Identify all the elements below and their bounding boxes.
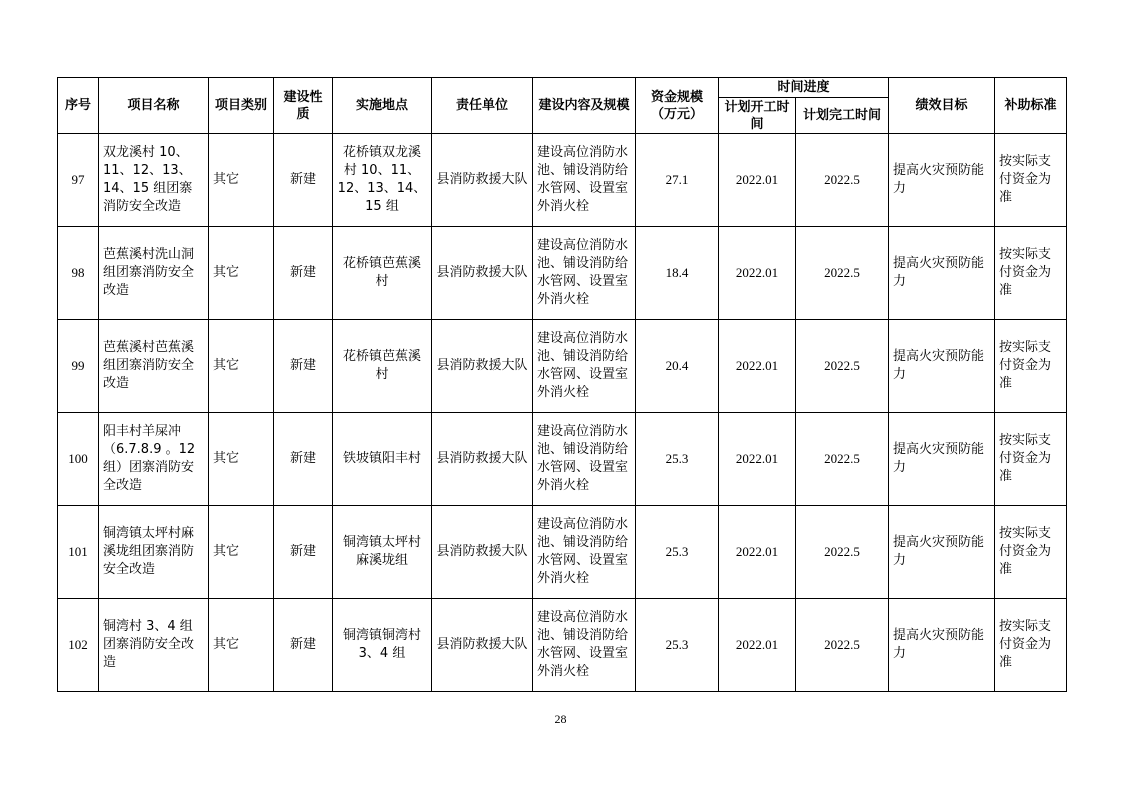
cell-nature: 新建: [274, 599, 333, 692]
table-row: [58, 227, 1067, 320]
cell-funds: 25.3: [636, 413, 719, 506]
cell-subsidy: 按实际支付资金为准: [995, 134, 1067, 227]
cell-subsidy: 按实际支付资金为准: [995, 506, 1067, 599]
cell-category: 其它: [209, 134, 274, 227]
cell-nature: 新建: [274, 413, 333, 506]
cell-location: 铜湾镇太坪村麻溪垅组: [333, 506, 432, 599]
cell-end: 2022.5: [796, 320, 889, 413]
cell-start: 2022.01: [719, 134, 796, 227]
cell-unit: 县消防救援大队: [432, 134, 533, 227]
cell-end: 2022.5: [796, 227, 889, 320]
header-schedule: 时间进度: [719, 78, 889, 98]
cell-goal: 提高火灾预防能力: [889, 413, 995, 506]
cell-category: 其它: [209, 599, 274, 692]
cell-seq: 102: [58, 599, 99, 692]
header-end: 计划完工时间: [796, 98, 889, 134]
header-category: 项目类别: [209, 78, 274, 134]
cell-seq: 98: [58, 227, 99, 320]
cell-location: 铜湾镇铜湾村 3、4 组: [333, 599, 432, 692]
cell-content: 建设高位消防水池、铺设消防给水管网、设置室外消火栓: [533, 320, 636, 413]
cell-end: 2022.5: [796, 599, 889, 692]
cell-start: 2022.01: [719, 413, 796, 506]
cell-name: 阳丰村羊屎冲（6.7.8.9 。12 组）团寨消防安全改造: [99, 413, 209, 506]
header-goal: 绩效目标: [889, 78, 995, 134]
header-funds: 资金规模（万元）: [636, 78, 719, 134]
cell-goal: 提高火灾预防能力: [889, 134, 995, 227]
cell-category: 其它: [209, 227, 274, 320]
header-seq: 序号: [58, 78, 99, 134]
cell-goal: 提高火灾预防能力: [889, 599, 995, 692]
cell-end: 2022.5: [796, 413, 889, 506]
cell-seq: 100: [58, 413, 99, 506]
cell-category: 其它: [209, 506, 274, 599]
cell-unit: 县消防救援大队: [432, 599, 533, 692]
cell-seq: 99: [58, 320, 99, 413]
cell-location: 花桥镇双龙溪村 10、11、12、13、14、15 组: [333, 134, 432, 227]
cell-unit: 县消防救援大队: [432, 506, 533, 599]
cell-category: 其它: [209, 413, 274, 506]
cell-seq: 101: [58, 506, 99, 599]
header-location: 实施地点: [333, 78, 432, 134]
header-content: 建设内容及规模: [533, 78, 636, 134]
cell-funds: 25.3: [636, 506, 719, 599]
page-number: 28: [554, 712, 567, 726]
cell-unit: 县消防救援大队: [432, 413, 533, 506]
cell-name: 芭蕉溪村洗山洞组团寨消防安全改造: [99, 227, 209, 320]
cell-funds: 18.4: [636, 227, 719, 320]
cell-name: 铜湾村 3、4 组团寨消防安全改造: [99, 599, 209, 692]
table-row: [58, 506, 1067, 599]
cell-location: 花桥镇芭蕉溪村: [333, 227, 432, 320]
cell-content: 建设高位消防水池、铺设消防给水管网、设置室外消火栓: [533, 227, 636, 320]
cell-name: 芭蕉溪村芭蕉溪组团寨消防安全改造: [99, 320, 209, 413]
cell-goal: 提高火灾预防能力: [889, 506, 995, 599]
header-start: 计划开工时间: [719, 98, 796, 134]
header-name: 项目名称: [99, 78, 209, 134]
header-unit: 责任单位: [432, 78, 533, 134]
cell-nature: 新建: [274, 320, 333, 413]
cell-goal: 提高火灾预防能力: [889, 227, 995, 320]
cell-content: 建设高位消防水池、铺设消防给水管网、设置室外消火栓: [533, 413, 636, 506]
cell-start: 2022.01: [719, 599, 796, 692]
cell-nature: 新建: [274, 227, 333, 320]
cell-nature: 新建: [274, 506, 333, 599]
cell-subsidy: 按实际支付资金为准: [995, 413, 1067, 506]
cell-subsidy: 按实际支付资金为准: [995, 227, 1067, 320]
cell-content: 建设高位消防水池、铺设消防给水管网、设置室外消火栓: [533, 134, 636, 227]
table-row: [58, 599, 1067, 692]
cell-end: 2022.5: [796, 506, 889, 599]
table-row: [58, 134, 1067, 227]
cell-name: 铜湾镇太坪村麻溪垅组团寨消防安全改造: [99, 506, 209, 599]
cell-nature: 新建: [274, 134, 333, 227]
cell-location: 铁坡镇阳丰村: [333, 413, 432, 506]
table-row: [58, 413, 1067, 506]
project-table: [57, 77, 1067, 692]
header-nature: 建设性质: [274, 78, 333, 134]
header-subsidy: 补助标准: [995, 78, 1067, 134]
cell-start: 2022.01: [719, 320, 796, 413]
cell-start: 2022.01: [719, 506, 796, 599]
cell-content: 建设高位消防水池、铺设消防给水管网、设置室外消火栓: [533, 506, 636, 599]
cell-funds: 20.4: [636, 320, 719, 413]
table-row: [58, 320, 1067, 413]
cell-location: 花桥镇芭蕉溪村: [333, 320, 432, 413]
cell-funds: 25.3: [636, 599, 719, 692]
cell-content: 建设高位消防水池、铺设消防给水管网、设置室外消火栓: [533, 599, 636, 692]
cell-seq: 97: [58, 134, 99, 227]
cell-name: 双龙溪村 10、11、12、13、14、15 组团寨消防安全改造: [99, 134, 209, 227]
cell-start: 2022.01: [719, 227, 796, 320]
cell-subsidy: 按实际支付资金为准: [995, 320, 1067, 413]
cell-subsidy: 按实际支付资金为准: [995, 599, 1067, 692]
cell-category: 其它: [209, 320, 274, 413]
cell-goal: 提高火灾预防能力: [889, 320, 995, 413]
cell-unit: 县消防救援大队: [432, 227, 533, 320]
cell-funds: 27.1: [636, 134, 719, 227]
cell-unit: 县消防救援大队: [432, 320, 533, 413]
cell-end: 2022.5: [796, 134, 889, 227]
